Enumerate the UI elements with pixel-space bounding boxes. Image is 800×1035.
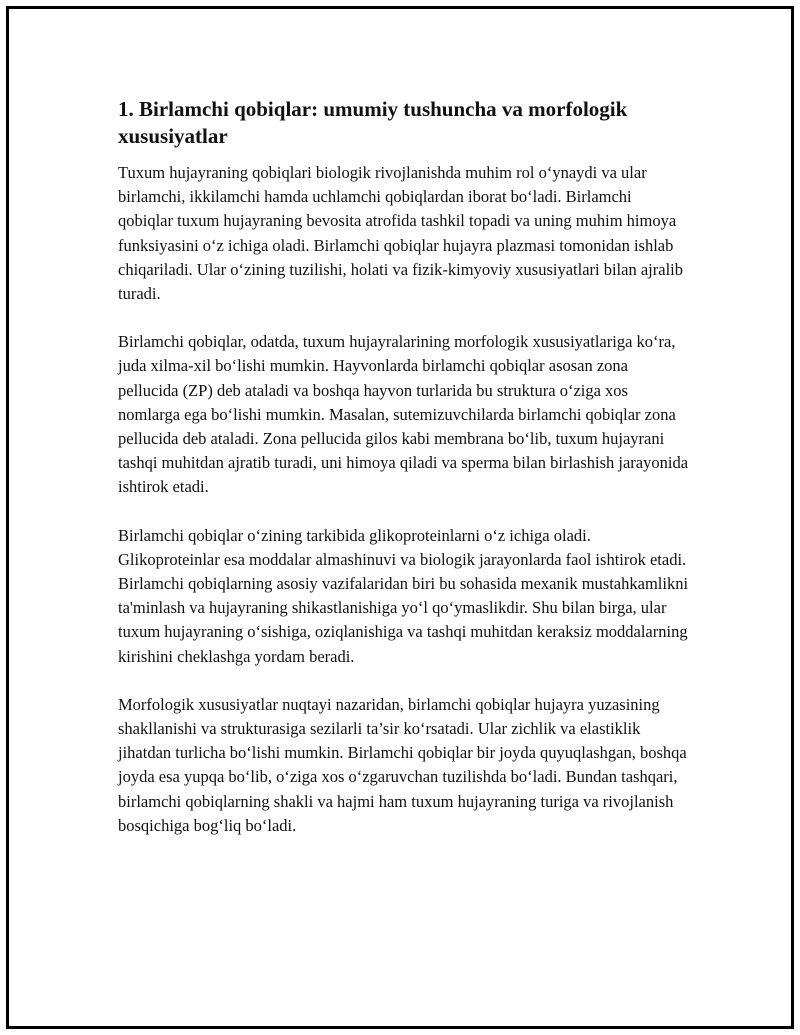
- paragraph-1: Tuxum hujayraning qobiqlari biologik rivojlanishda muhim rol o‘ynaydi va ular birlamchi, ikkilamchi hamda uchlamchi qobiqlardan iborat bo‘ladi. Birlamchi qobiqlar tuxum hujayraning bevosita atrofida tashkil topadi va uning muhim himoya funksiyasini o‘z ichiga oladi. Birlamchi qobiqlar hujayra plazmasi tomonidan ishlab chiqariladi. Ular o‘zining tuzilishi, holati va fizik-kimyoviy xususiyatlari bilan ajralib turadi.: [118, 163, 683, 304]
- section-heading: 1. Birlamchi qobiqlar: umumiy tushuncha va morfologik xususiyatlar: [118, 97, 628, 148]
- paragraph-2: Birlamchi qobiqlar, odatda, tuxum hujayralarining morfologik xususiyatlariga ko‘ra, juda xilma-xil bo‘lishi mumkin. Hayvonlarda birlamchi qobiqlar asosan zona pellucida (ZP) deb ataladi va boshqa hayvon turlarida bu struktura o‘ziga xos nomlarga ega bo‘lishi mumkin. Masalan, sutemizuvchilarda birlamchi qobiqlar zona pellucida deb ataladi. Zona pellucida gilos kabi membrana bo‘lib, tuxum hujayrani tashqi muhitdan ajratib turadi, uni himoya qiladi va sperma bilan birlashish jarayonida ishtirok etadi.: [118, 332, 689, 497]
- paragraph-3: Birlamchi qobiqlar o‘zining tarkibida glikoproteinlarni o‘z ichiga oladi. Glikoproteinlar esa moddalar almashinuvi va biologik jarayonlarda faol ishtirok etadi. Birlamchi qobiqlarning asosiy vazifalaridan biri bu sohasida mexanik mustahkamlikni ta'minlash va hujayraning shikastlanishiga yo‘l qo‘ymaslikdir. Shu bilan birga, ular tuxum hujayraning o‘sishiga, oziqlanishiga va tashqi muhitdan keraksiz moddalarning kirishini cheklashga yordam beradi.: [118, 525, 689, 666]
- paragraph-4: Morfologik xususiyatlar nuqtayi nazaridan, birlamchi qobiqlar hujayra yuzasining shakllanishi va strukturasiga sezilarli ta’sir ko‘rsatadi. Ular zichlik va elastiklik jihatdan turlicha bo‘lishi mumkin. Birlamchi qobiqlar bir joyda quyuqlashgan, boshqa joyda esa yupqa bo‘lib, o‘ziga xos o‘zgaruvchan tuzilishda bo‘ladi. Bundan tashqari, birlamchi qobiqlarning shakli va hajmi ham tuxum hujayraning turiga va rivojlanish bosqichiga bog‘liq bo‘ladi.: [118, 694, 687, 835]
- document-body: [118, 96, 690, 862]
